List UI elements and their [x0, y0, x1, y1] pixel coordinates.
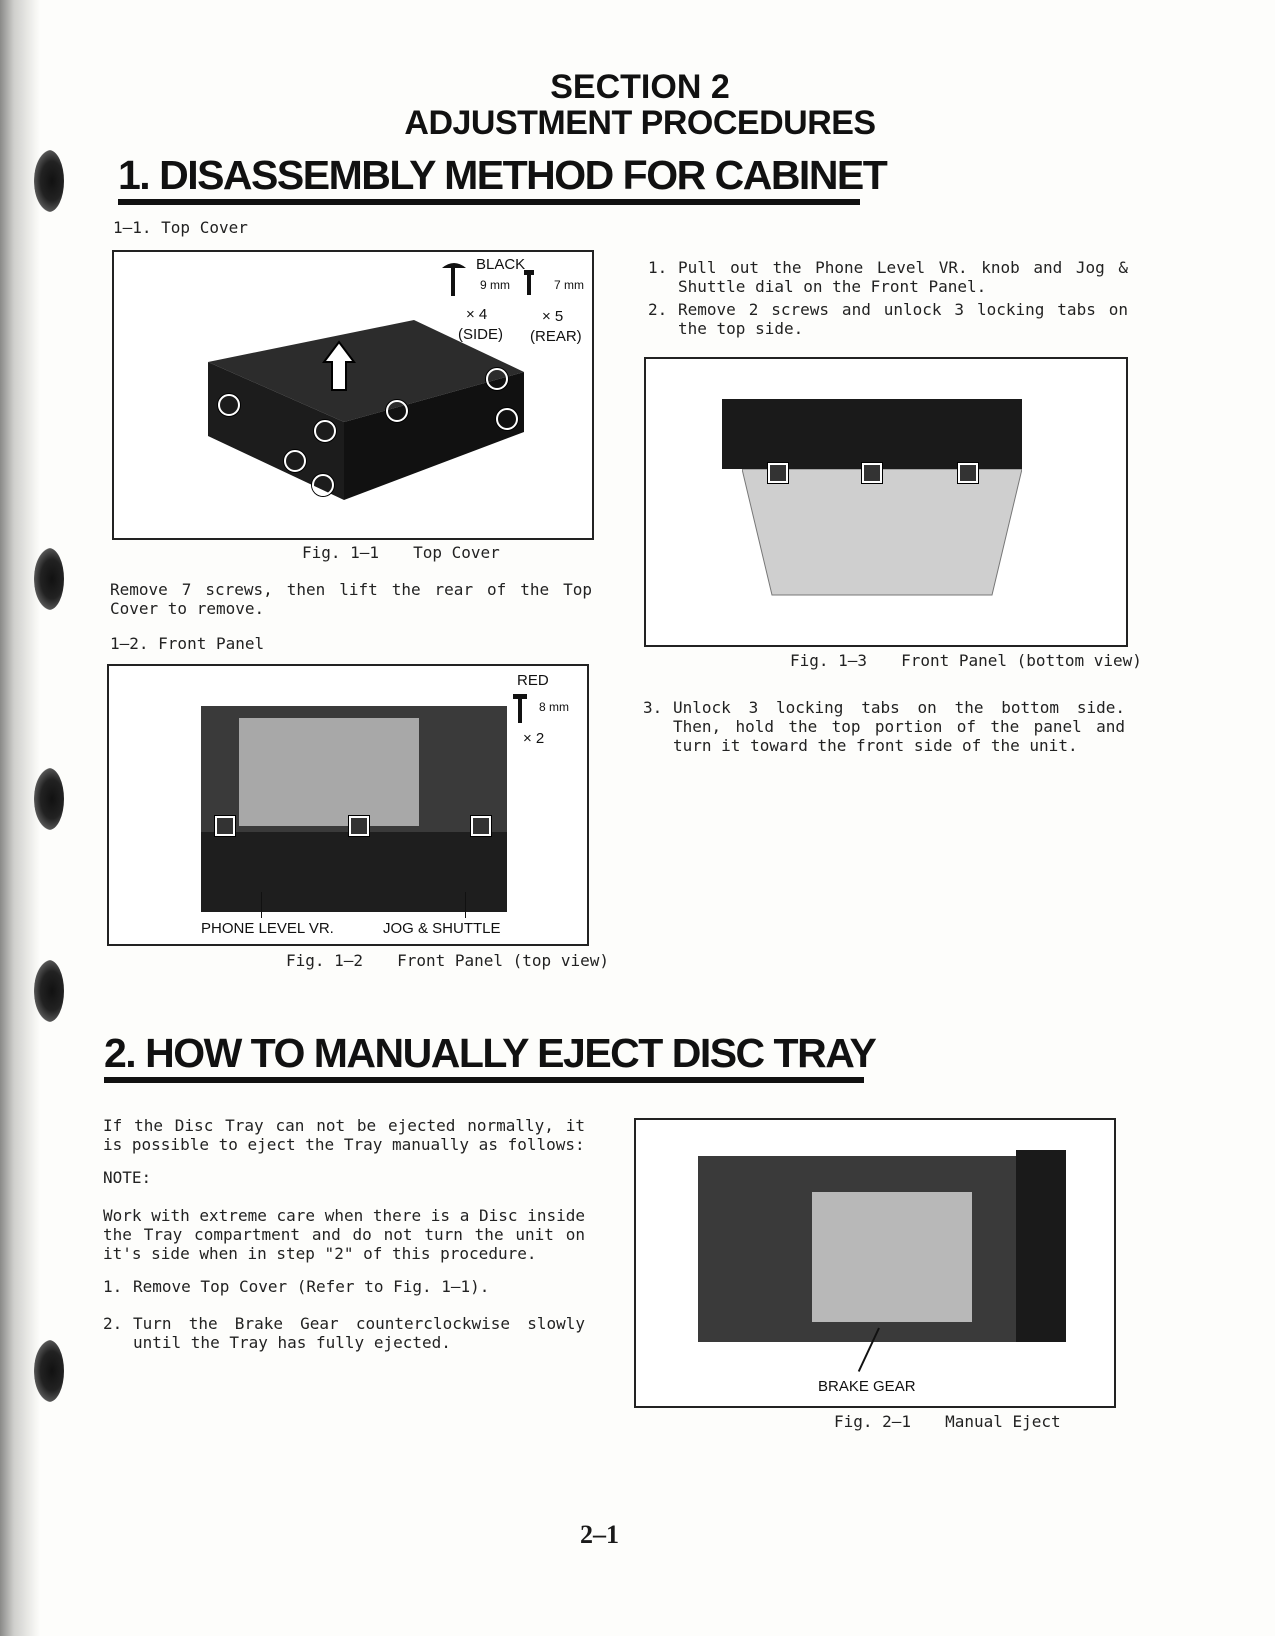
step-text: Pull out the Phone Level VR. knob and Jog & Shuttle dial on the Front Panel. — [678, 258, 1128, 296]
punch-hole — [34, 1340, 64, 1402]
photo-front-panel-bottom — [722, 399, 1022, 469]
screw-size-a: 9 mm — [480, 278, 510, 292]
subheading-top-cover: 1–1. Top Cover — [113, 218, 248, 237]
photo-tray-mechanism — [812, 1192, 972, 1322]
caption-fig-1-2 — [286, 951, 609, 970]
screw-icon — [505, 692, 535, 726]
screw-count: × 2 — [523, 730, 545, 747]
caption-number: Fig. 1–1 — [302, 543, 380, 562]
step-text: Turn the Brake Gear counterclockwise slowly until the Tray has fully ejected. — [133, 1314, 585, 1352]
punch-hole — [34, 768, 64, 830]
figure-manual-eject — [634, 1118, 1116, 1408]
tab-marker — [349, 816, 369, 836]
punch-hole — [34, 150, 64, 212]
caption-text: Top Cover — [413, 543, 500, 562]
screw-marker — [215, 816, 235, 836]
screw-marker — [486, 368, 508, 390]
caption-number: Fig. 2–1 — [834, 1412, 912, 1431]
label-phone-level: PHONE LEVEL VR. — [201, 920, 334, 937]
screw-count-b: × 5 — [542, 308, 564, 325]
heading-rule — [104, 1077, 864, 1083]
step-item — [648, 300, 1128, 340]
section-title: ADJUSTMENT PROCEDURES — [404, 104, 876, 142]
screw-color-label: RED — [517, 672, 549, 689]
caption-fig-1-3 — [790, 651, 1142, 670]
step-item — [643, 698, 1125, 758]
caption-text: Front Panel (top view) — [397, 951, 609, 970]
caption-fig-2-1 — [834, 1412, 1061, 1431]
step-number: 1. — [103, 1277, 123, 1296]
photo-mechanism — [239, 718, 419, 826]
section-number: SECTION 2 — [550, 68, 730, 106]
heading-manual-eject: 2. HOW TO MANUALLY EJECT DISC TRAY — [104, 1030, 876, 1076]
screw-marker — [312, 474, 334, 496]
screw-marker — [284, 450, 306, 472]
note-text: Work with extreme care when there is a Disc inside the Tray compartment and do not turn the unit on it's side when in step "2" of this procedure. — [103, 1206, 585, 1263]
step-text: Unlock 3 locking tabs on the bottom side. Then, hold the top portion of the panel and turn it toward the front side of the unit. — [673, 698, 1125, 755]
screw-size: 8 mm — [539, 700, 569, 714]
screw-marker — [496, 408, 518, 430]
figure-front-panel-bottom — [644, 357, 1128, 647]
heading-rule — [118, 199, 860, 205]
screw-count-a: × 4 — [466, 306, 488, 323]
step-text: Remove 2 screws and unlock 3 locking tabs on the top side. — [678, 300, 1128, 338]
caption-number: Fig. 1–2 — [286, 951, 364, 970]
step-number: 2. — [103, 1314, 123, 1333]
binding-edge — [0, 0, 40, 1636]
leader-line — [465, 892, 466, 918]
punch-hole — [34, 960, 64, 1022]
paragraph-top-cover: Remove 7 screws, then lift the rear of the Top Cover to remove. — [110, 580, 592, 618]
figure-top-cover — [112, 250, 594, 540]
heading-disassembly: 1. DISASSEMBLY METHOD FOR CABINET — [118, 152, 887, 198]
note-label: NOTE: — [103, 1168, 152, 1187]
screw-marker — [218, 394, 240, 416]
caption-number: Fig. 1–3 — [790, 651, 868, 670]
photo-front-bezel — [1016, 1150, 1066, 1342]
screw-marker — [314, 420, 336, 442]
label-jog-shuttle: JOG & SHUTTLE — [383, 920, 501, 937]
tab-marker — [958, 463, 978, 483]
photo-front-bezel — [201, 832, 507, 912]
step-number: 2. — [648, 300, 668, 319]
step-item — [103, 1314, 585, 1354]
caption-text: Front Panel (bottom view) — [901, 651, 1142, 670]
subheading-front-panel: 1–2. Front Panel — [110, 634, 265, 653]
step-item — [103, 1277, 585, 1299]
leader-line — [261, 892, 262, 918]
tab-marker — [768, 463, 788, 483]
step-number: 3. — [643, 698, 663, 717]
step-item — [648, 258, 1128, 298]
step-text: Remove Top Cover (Refer to Fig. 1–1). — [133, 1277, 490, 1296]
page-number: 2–1 — [580, 1520, 619, 1549]
screw-color-label: BLACK — [476, 256, 526, 273]
screw-marker — [471, 816, 491, 836]
screw-marker — [386, 400, 408, 422]
caption-text: Manual Eject — [945, 1412, 1061, 1431]
figure-front-panel-top — [107, 664, 589, 946]
paragraph-intro: If the Disc Tray can not be ejected normally, it is possible to eject the Tray manually as follows: — [103, 1116, 585, 1154]
label-brake-gear: BRAKE GEAR — [818, 1378, 916, 1395]
tab-marker — [862, 463, 882, 483]
screw-location-b: (REAR) — [530, 328, 582, 345]
step-number: 1. — [648, 258, 668, 277]
screw-location-a: (SIDE) — [458, 326, 503, 343]
screw-size-b: 7 mm — [554, 278, 584, 292]
punch-hole — [34, 548, 64, 610]
photo-chassis — [742, 469, 1022, 597]
caption-fig-1-1 — [302, 543, 500, 562]
